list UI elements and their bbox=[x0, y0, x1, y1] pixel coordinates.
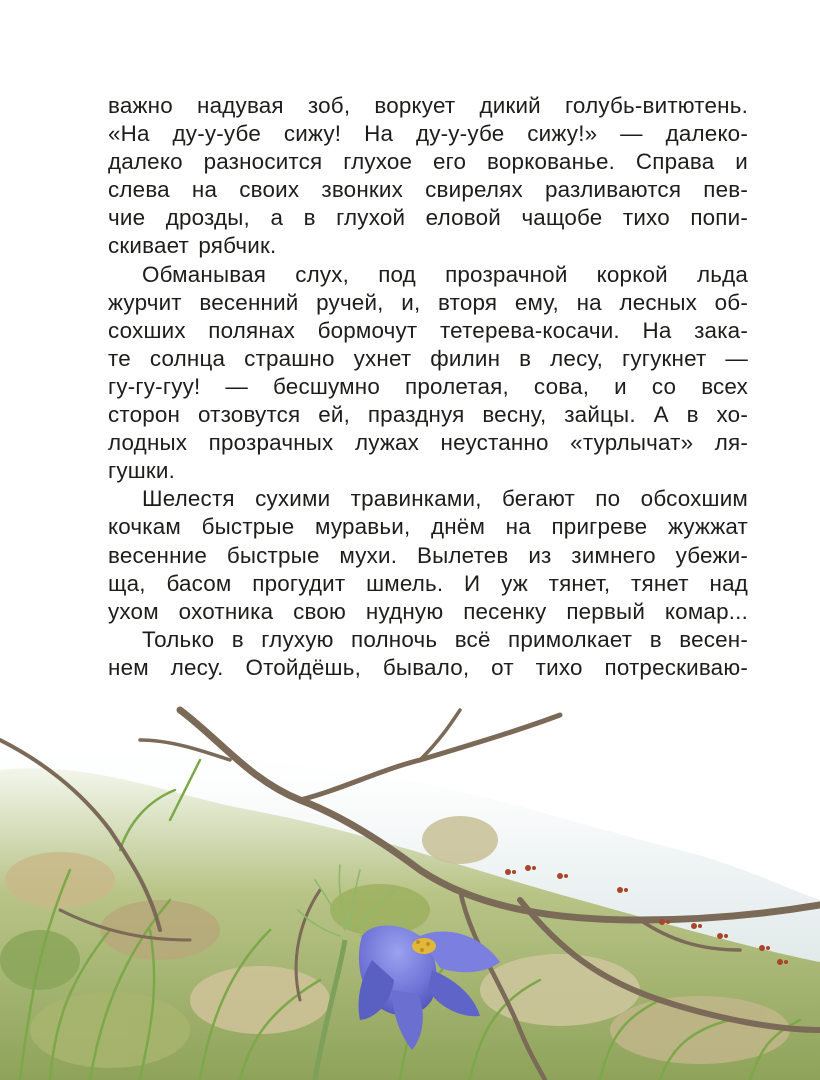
text-line: Только в глухую полночь всё примолкает в весен- bbox=[142, 626, 748, 652]
text-line: сохших полянах бормочут тетерева-косачи. На зака- bbox=[108, 317, 748, 343]
text-line: слева на своих звонких свирелях разливаются пев- bbox=[108, 177, 748, 203]
text-line: лодных прозрачных лужах неустанно «турлычат» ля- bbox=[108, 430, 748, 456]
text-line: скивает рябчик. bbox=[108, 233, 277, 259]
text-line: журчит весенний ручей, и, вторя ему, на лесных об- bbox=[108, 289, 748, 315]
text-line: весенние быстрые мухи. Вылетев из зимнего убежи- bbox=[108, 542, 748, 568]
text-line: Шелестя сухими травинками, бегают по обсохшим bbox=[142, 486, 748, 512]
text-line: далеко разносится глухое его воркованье. Справа и bbox=[108, 149, 748, 175]
forest-floor-illustration bbox=[0, 700, 820, 1080]
story-text bbox=[108, 92, 748, 682]
text-line: Обманывая слух, под прозрачной коркой льда bbox=[142, 261, 748, 287]
text-line: ща, басом прогудит шмель. И уж тянет, тянет над bbox=[108, 570, 748, 596]
text-line: те солнца страшно ухнет филин в лесу, гугукнет — bbox=[108, 345, 748, 371]
text-line: нем лесу. Отойдёшь, бывало, от тихо потрескиваю- bbox=[108, 654, 748, 680]
text-line: гушки. bbox=[108, 458, 176, 484]
text-line: важно надувая зоб, воркует дикий голубь-витютень. bbox=[108, 93, 748, 118]
text-line: сторон отзовутся ей, празднуя весну, зайцы. А в хо- bbox=[108, 402, 748, 428]
text-line: чие дрозды, а в глухой еловой чащобе тихо попи- bbox=[108, 205, 748, 231]
text-line: ухом охотника свою нудную песенку первый комар... bbox=[108, 598, 748, 624]
text-line: «На ду-у-убе сижу! На ду-у-убе сижу!» — далеко- bbox=[108, 121, 748, 147]
text-line: гу-гу-гуу! — бесшумно пролетая, сова, и со всех bbox=[108, 373, 748, 399]
text-line: кочкам быстрые муравьи, днём на пригреве жужжат bbox=[108, 514, 748, 540]
